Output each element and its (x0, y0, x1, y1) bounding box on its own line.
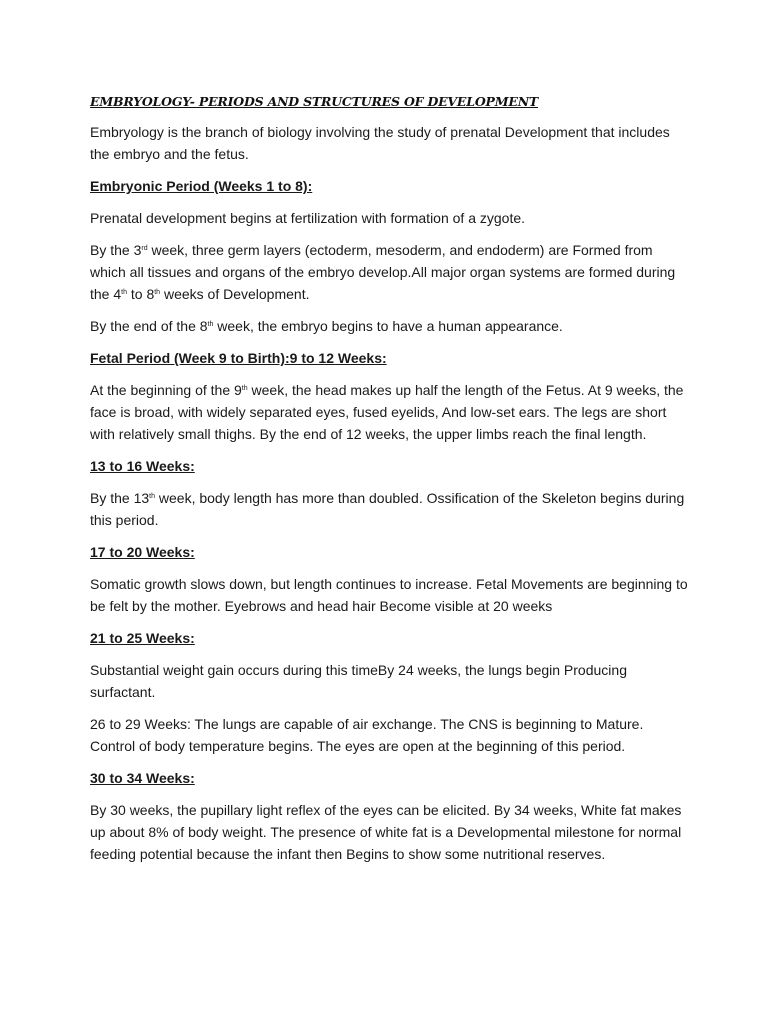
weeks-26-29-paragraph: 26 to 29 Weeks: The lungs are capable of air exchange. The CNS is beginning to Mature. Control of body temperature begins. The eyes are open at the beginning of this period. (90, 716, 644, 754)
embryonic-paragraph-3: By the end of the 8th week, the embryo begins to have a human appearance. (90, 318, 563, 334)
embryonic-paragraph-2: By the 3rd week, three germ layers (ectoderm, mesoderm, and endoderm) are Formed from which all tissues and organs of the embryo develop.All major organ systems are formed during the 4th to 8th weeks of Development. (90, 242, 676, 302)
weeks-13-16-heading: 13 to 16 Weeks: (90, 458, 195, 474)
fetal-paragraph-1: At the beginning of the 9th week, the head makes up half the length of the Fetus. At 9 weeks, the face is broad, with widely separated eyes, fused eyelids, And low-set ears. The legs are short with relatively small thighs. By the end of 12 weeks, the upper limbs reach the final length. (90, 382, 684, 442)
weeks-21-25-heading: 21 to 25 Weeks: (90, 630, 195, 646)
weeks-13-16-paragraph: By the 13th week, body length has more than doubled. Ossification of the Skeleton begins during this period. (90, 490, 685, 528)
embryonic-period-heading: Embryonic Period (Weeks 1 to 8): (90, 178, 313, 194)
weeks-30-34-paragraph: By 30 weeks, the pupillary light reflex of the eyes can be elicited. By 34 weeks, White fat makes up about 8% of body weight. The presence of white fat is a Developmental milestone for normal feeding potential because the infant then Begins to show some nutritional reserves. (90, 802, 682, 862)
document-title: EMBRYOLOGY- PERIODS AND STRUCTURES OF DEVELOPMENT (90, 94, 539, 109)
weeks-30-34-heading: 30 to 34 Weeks: (90, 770, 195, 786)
embryonic-paragraph-1: Prenatal development begins at fertilization with formation of a zygote. (90, 210, 526, 226)
intro-paragraph: Embryology is the branch of biology involving the study of prenatal Development that includes the embryo and the fetus. (90, 124, 670, 162)
document-page (90, 92, 690, 875)
weeks-17-20-heading: 17 to 20 Weeks: (90, 544, 195, 560)
weeks-21-25-paragraph: Substantial weight gain occurs during this timeBy 24 weeks, the lungs begin Producing surfactant. (90, 662, 627, 700)
fetal-period-heading: Fetal Period (Week 9 to Birth):9 to 12 Weeks: (90, 350, 387, 366)
weeks-17-20-paragraph: Somatic growth slows down, but length continues to increase. Fetal Movements are beginning to be felt by the mother. Eyebrows and head hair Become visible at 20 weeks (90, 576, 688, 614)
